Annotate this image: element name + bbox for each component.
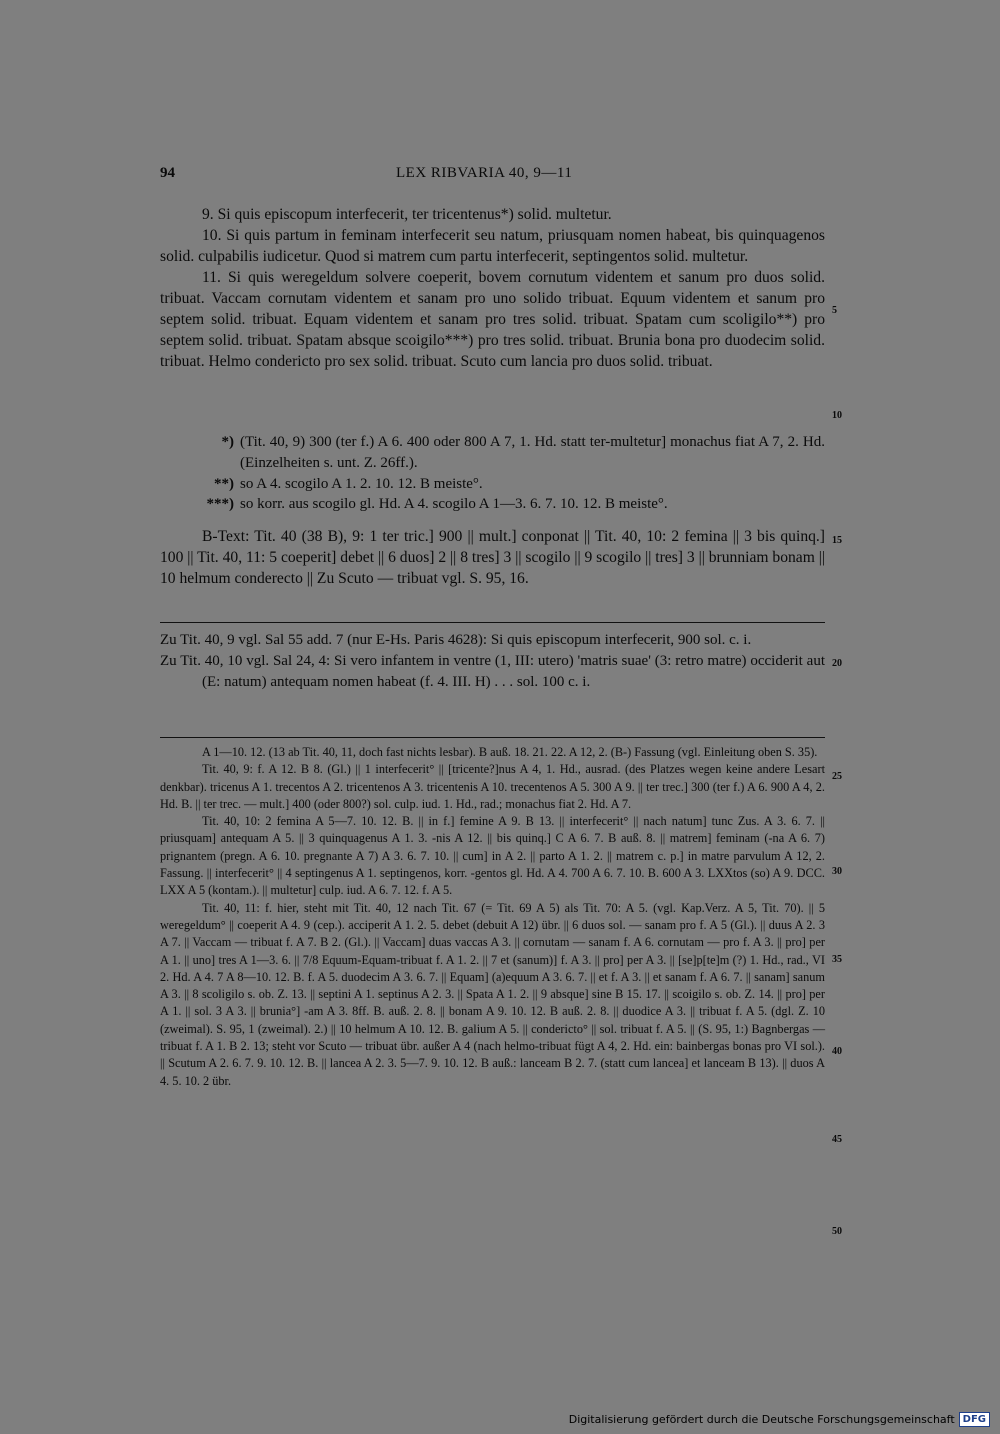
page-number: 94: [160, 165, 175, 181]
line-number: 30: [832, 866, 842, 877]
footnote-text: so A 4. scogilo A 1. 2. 10. 12. B meiste°.: [240, 475, 483, 492]
running-title: LEX RIBVARIA 40, 9—11: [396, 165, 573, 181]
dfg-logo: DFG: [959, 1412, 990, 1427]
footnote-marker: ***): [206, 496, 234, 513]
footnote: [160, 432, 825, 474]
footnote: [160, 474, 825, 495]
line-number: 20: [832, 658, 842, 669]
line-number: 50: [832, 1226, 842, 1237]
line-number: 25: [832, 771, 842, 782]
b-text-paragraph: B-Text: Tit. 40 (38 B), 9: 1 ter tric.] 900 || mult.] conponat || Tit. 40, 10: 2 femina || 3 bis quinq.] 100 || Tit. 40, 11: 5 coeperit] debet || 6 duos] 2 || 8 tres] 3 || scogilo || 9 scogilo || tres] 3 || brunniam bonam || 10 helmum conderecto || Zu Scuto — tribuat vgl. S. 95, 16.: [160, 528, 825, 587]
line-number: 15: [832, 535, 842, 546]
parallel-note: Zu Tit. 40, 10 vgl. Sal 24, 4: Si vero infantem in ventre (1, III: utero) 'matris suae' (3: retro matre) occiderit aut (E: natum) antequam nomen habeat (f. 4. III. H) . . . sol. 100 c. i.: [160, 653, 825, 690]
footnote: [160, 494, 825, 515]
paragraph-11: 11. Si quis weregeldum solvere coeperit, bovem cornutum videntem et sanum pro duos solid. tribuat. Vaccam cornutam videntem et sanam pro uno solido tribuat. Equum videntem et sanum pro septem solid. tribuat. Equam videntem et sanam pro tres solid. tribuat. Spatam cum scoligilo**) pro septem solid. tribuat. Spatam absque scoigilo***) pro tres solid. tribuat. Brunia bona pro duodecim solid. tribuat. Helmo condericto pro sex solid. tribuat. Scuto cum lancia pro duos solid. tribuat.: [160, 269, 825, 370]
apparatus-paragraph: Tit. 40, 9: f. A 12. B 8. (Gl.) || 1 interfecerit° || [tricente?]nus A 4, 1. Hd., ausrad. (des Platzes wegen keine andere Lesart denkbar). tricenus A 1. trecentos A 2. tricentenos A 3. tricentenis A 10. trecentenos A 5. 300 A 9. || ter trec.] 300 (ter f.) A 6. 900 A 4, 2. Hd. B. || ter trec. — mult.] 400 (oder 800?) sol. culp. iud. 1. Hd., rad.; monachus fiat 2. Hd. A 7.: [160, 762, 825, 811]
footnote-marker: **): [214, 475, 234, 492]
footnote-marker: *): [221, 434, 234, 450]
line-number: 40: [832, 1046, 842, 1057]
apparatus-paragraph: A 1—10. 12. (13 ab Tit. 40, 11, doch fast nichts lesbar). B auß. 18. 21. 22. A 12, 2. (B-) Fassung (vgl. Einleitung oben S. 35).: [202, 745, 818, 759]
paragraph-10: 10. Si quis partum in feminam interfecerit seu natum, priusquam nomen habeat, bis quinquagenos solid. culpabilis iudicetur. Quod si matrem cum partu interfecerit, septingentos solid. multetur.: [160, 227, 825, 265]
divider: [160, 622, 825, 623]
funding-note: Digitalisierung gefördert durch die Deutsche Forschungsgemeinschaft: [568, 1412, 955, 1426]
b-text: [160, 526, 825, 589]
footnotes: [160, 432, 825, 515]
footnote-text: (Tit. 40, 9) 300 (ter f.) A 6. 400 oder 800 A 7, 1. Hd. statt ter-multetur] monachus fiat A 7, 2. Hd. (Einzelheiten s. unt. Z. 26ff.).: [240, 434, 825, 471]
footnote-text: so korr. aus scogilo gl. Hd. A 4. scogilo A 1—3. 6. 7. 10. 12. B meiste°.: [240, 496, 668, 513]
line-number: 5: [832, 305, 837, 316]
apparatus-paragraph: Tit. 40, 11: f. hier, steht mit Tit. 40, 12 nach Tit. 67 (= Tit. 69 A 5) als Tit. 70: A 5. (vgl. Kap.Verz. A 5, Tit. 70). || 5 weregeldum° || coeperit A 4. 9 (cep.). acciperit A 1. 2. 5. debet (debuit A 12) übr. || 6 duos sol. — sanam pro f. A 5 (Gl.). || duus A 2. 3 A 7. || Vaccam — tribuat f. A 7. B 2. (Gl.). || Vaccam] duas vaccas A 3. || cornutam — sanam f. A 6. cornutam — pro f. A 3. || pro] per A 1. || uno] tres A 1—3. 6. || 7/8 Equum-Equam-tribuat f. A 1. 2. || 7 et (sanum)] f. A 3. || pro] per A 3. || [se]p[te]m (?) 1. Hd., rad., VI 2. Hd. A 4. 7 A 8—10. 12. B. f. A 5. duodecim A 3. 6. 7. || Equam] (a)equum A 3. 6. 7. || et f. A 3. || et sanam f. A 6. 7. || sanam] sanum A 3. || 8 scoligilo s. ob. Z. 13. || septini A 1. septinus A 2. 3. || Spata A 1. 2. || 9 absque] sine B 15. 17. || scoigilo s. ob. Z. 14. || pro] per A 1. || sol. 3 A 3. || brunia°] -am A 3. 8ff. B. auß. 2. 8. || bonam A 9. 10. 12. B auß. 2. 8. || duodice A 3. || tribuat f. A 5. (dgl. Z. 10 (zweimal). S. 95, 1 (zweimal). 2.) || 10 helmum A 10. 12. B. galium A 5. || condericto° || sol. tribuat f. A 5. || (S. 95, 1:) Bagnbergas — tribuat f. A 1. B 2. 13; steht vor Scuto — tribuat übr. außer A 4 (nach helmo-tribuat fügt A 4, 2. Hd. ein: bainbergas bonas pro VI sol.). || Scutum A 2. 6. 7. 9. 10. 12. B. || lancea A 2. 3. 5—7. 9. 10. 12. B auß.: lanceam B 2. 7. (statt cum lancea] et lanceam B 13). || duos A 4. 5. 10. 2 übr.: [160, 900, 825, 1088]
line-number: 45: [832, 1134, 842, 1145]
critical-apparatus: [160, 744, 825, 1090]
footer: [569, 1410, 990, 1428]
page-header: [160, 165, 825, 185]
parallel-note: Zu Tit. 40, 9 vgl. Sal 55 add. 7 (nur E-Hs. Paris 4628): Si quis episcopum interfecerit, 900 sol. c. i.: [160, 632, 752, 648]
paragraph-9: 9. Si quis episcopum interfecerit, ter tricentenus*) solid. multetur.: [202, 206, 612, 223]
line-number: 35: [832, 954, 842, 965]
parallel-notes: [160, 630, 825, 693]
apparatus-paragraph: Tit. 40, 10: 2 femina A 5—7. 10. 12. B. || in f.] femine A 9. B 13. || interfecerit° || nach natum] tunc Zus. A 3. 6. 7. || priusquam] antequam A 5. || 3 quinquagenus A 1. 3. -nis A 12. || bis quinq.] C A 6. 7. B auß. 8. || matrem] feminam (-na A 6. 7) prignantem (pregn. A 6. 10. pregnante A 7) A 3. 6. 7. 10. || cum] in A 2. || parto A 1. 2. || matrem c. p.] in matre parvulum A 12, 2. Fassung. || interfecerit° || 4 septingenus A 1. septingenos, korr. -gentos gl. Hd. A 4. 700 A 6. 7. 10. B. 600 A 3. LXXtos (so) A 9. DCC. LXX A 5 (kontam.). || multetur] culp. iud. A 6. 7. 12. f. A 5.: [160, 814, 825, 898]
main-text: [160, 204, 825, 372]
line-number: 10: [832, 410, 842, 421]
divider: [160, 737, 825, 738]
